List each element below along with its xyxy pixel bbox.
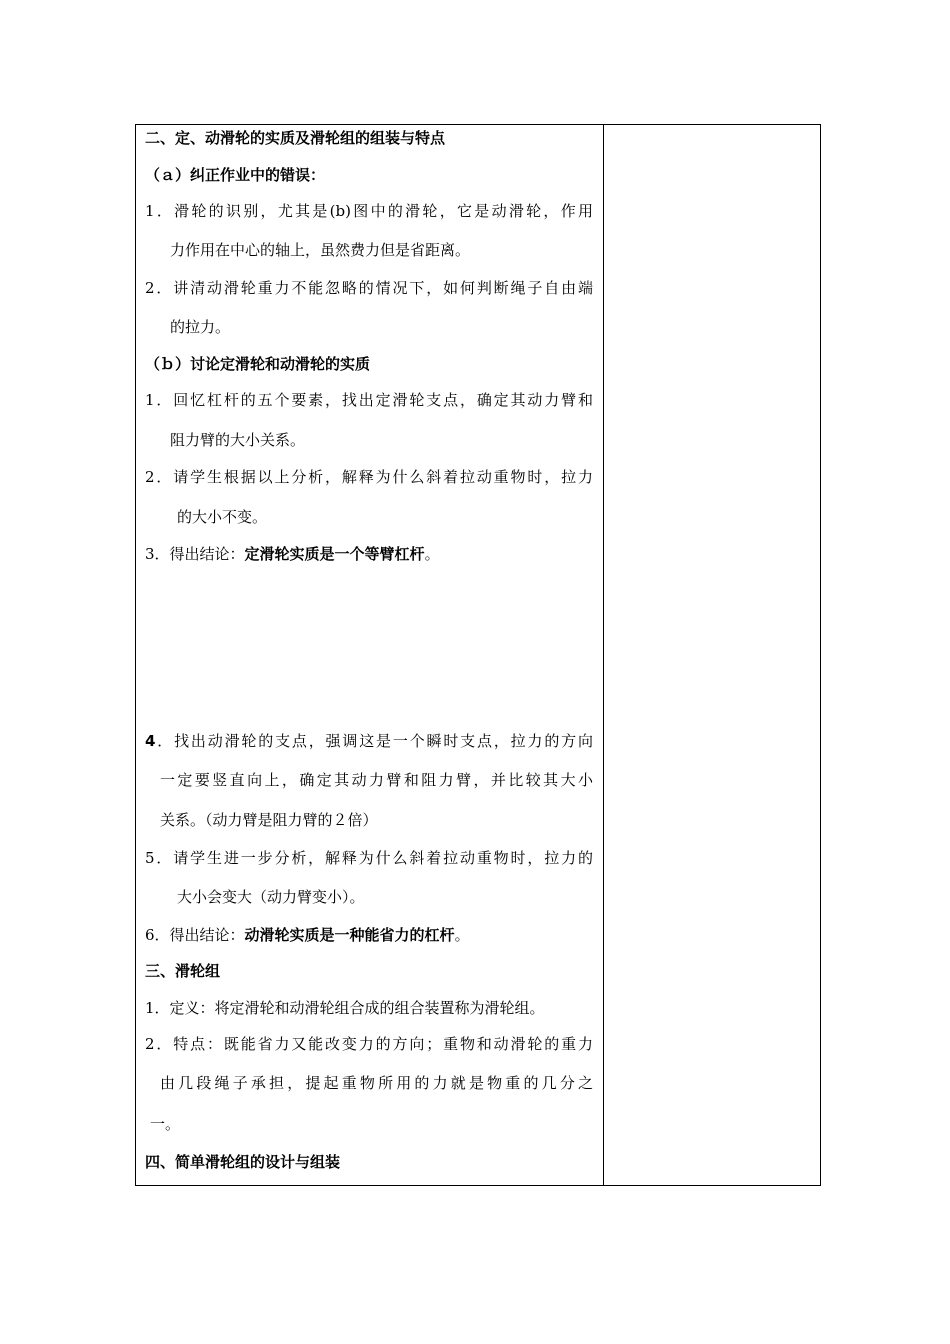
section-3-title: 三、滑轮组	[145, 962, 221, 980]
b-item-5-line-1: 5．请学生进一步分析，解释为什么斜着拉动重物时，拉力的	[145, 849, 593, 867]
b-item-3-conclusion: 定滑轮实质是一个等臂杠杆	[244, 545, 425, 563]
b-item-6-suffix: 。	[454, 926, 470, 944]
b-item-4-line-1	[145, 731, 593, 751]
b-item-1-line-1: 1．回忆杠杆的五个要素，找出定滑轮支点，确定其动力臂和	[145, 391, 593, 409]
b-item-4-line-3: 关系。（动力臂是阻力臂的２倍）	[160, 811, 378, 829]
column-divider	[603, 124, 604, 1186]
b-item-4-line-2: 一定要竖直向上，确定其动力臂和阻力臂，并比较其大小	[160, 771, 593, 789]
a-item-1-line-1: 1．滑轮的识别，尤其是(b)图中的滑轮，它是动滑轮，作用	[145, 202, 593, 220]
subsection-a-heading: （ａ）纠正作业中的错误：	[145, 166, 326, 184]
section-2-title: 二、定、动滑轮的实质及滑轮组的组装与特点	[145, 129, 446, 147]
b-item-6	[145, 925, 470, 945]
section-4-title: 四、简单滑轮组的设计与组装	[145, 1153, 341, 1171]
b-item-5-line-2: 大小会变大（动力臂变小）。	[177, 888, 365, 906]
s3-item-2-line-3: 一。	[150, 1115, 181, 1133]
b-item-4-number: 4	[145, 732, 156, 750]
subsection-b-heading: （ｂ）讨论定滑轮和动滑轮的实质	[145, 355, 371, 373]
b-item-4-text: ．找出动滑轮的支点，强调这是一个瞬时支点，拉力的方向	[155, 732, 593, 750]
b-item-3-prefix: 3．得出结论：	[145, 545, 245, 563]
b-item-6-prefix: 6．得出结论：	[145, 926, 245, 944]
b-item-3-suffix: 。	[424, 545, 440, 563]
s3-item-2-line-2: 由几段绳子承担，提起重物所用的力就是物重的几分之	[160, 1074, 593, 1092]
b-item-1-line-2: 阻力臂的大小关系。	[170, 431, 306, 449]
b-item-3	[145, 544, 440, 564]
b-item-2-line-1: 2．请学生根据以上分析，解释为什么斜着拉动重物时，拉力	[145, 468, 593, 486]
a-item-2-line-1: 2．讲清动滑轮重力不能忽略的情况下，如何判断绳子自由端	[145, 279, 593, 297]
s3-item-1: 1．定义：将定滑轮和动滑轮组合成的组合装置称为滑轮组。	[145, 999, 545, 1017]
a-item-2-line-2: 的拉力。	[170, 318, 231, 336]
b-item-2-line-2: 的大小不变。	[177, 508, 268, 526]
b-item-6-conclusion: 动滑轮实质是一种能省力的杠杆	[244, 926, 455, 944]
a-item-1-line-2: 力作用在中心的轴上，虽然费力但是省距离。	[170, 241, 471, 259]
s3-item-2-line-1: 2．特点：既能省力又能改变力的方向；重物和动滑轮的重力	[145, 1035, 593, 1053]
